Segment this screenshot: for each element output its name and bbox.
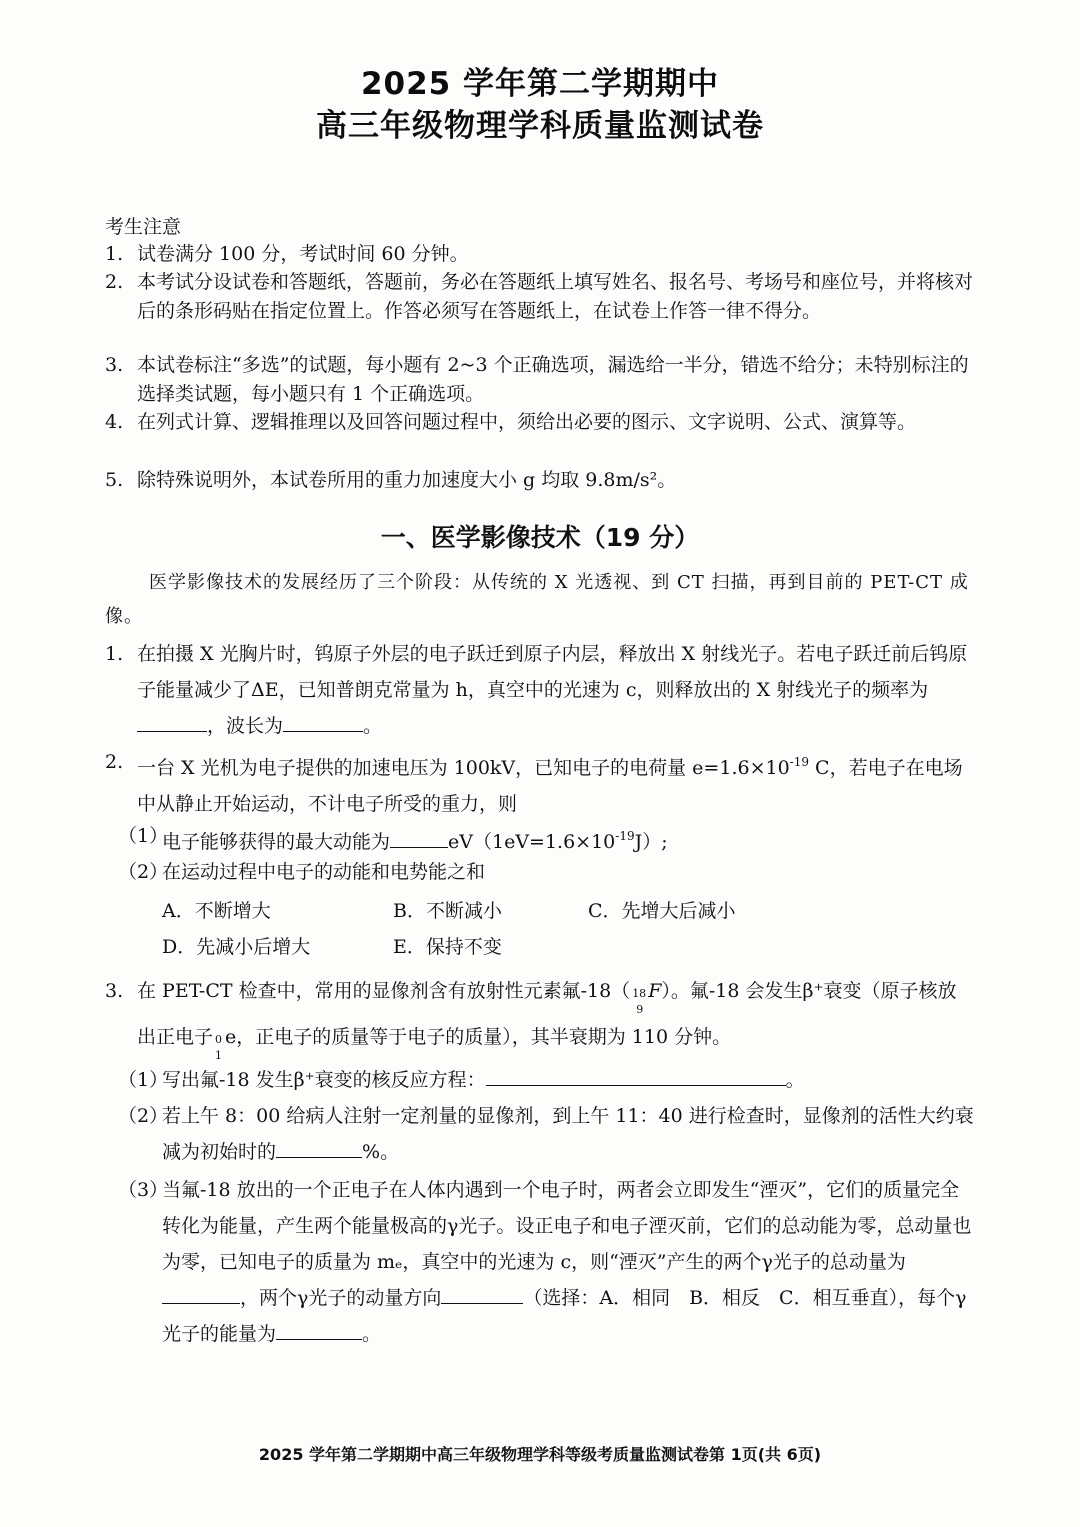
option-c[interactable]: C．先增大后减小 [588, 900, 736, 922]
question-number: 3. [105, 980, 124, 1002]
question-text-part: （选择：A．相同 B．相反 C．相互垂直），每个γ光子的能量为 [162, 1287, 967, 1345]
question-text-part: %。 [362, 1141, 400, 1163]
question-3-sub-1 [118, 1062, 978, 1098]
sub-question-number: （2） [118, 1105, 169, 1127]
question-text-part: ，波长为 [207, 715, 284, 737]
mass-number: 18 [632, 987, 647, 1000]
element-symbol: F [648, 980, 662, 1002]
notice-item-number: 3. [105, 354, 124, 376]
notice-item-number: 4. [105, 411, 124, 433]
question-text-part: 。 [363, 715, 383, 737]
notice-item-text: 本考试分设试卷和答题纸，答题前，务必在答题纸上填写姓名、报名号、考场号和座位号，并将核对后的条形码贴在指定位置上。作答必须写在答题纸上，在试卷上作答一律不得分。 [137, 271, 974, 322]
question-text [137, 636, 975, 744]
question-3 [105, 968, 975, 1060]
notice-item-3 [105, 351, 975, 409]
particle-symbol: e [225, 1026, 237, 1048]
option-d[interactable]: D．先减小后增大 [162, 936, 311, 958]
sub-question-text [162, 1098, 978, 1170]
question-text-part: 在 PET-CT 检查中，常用的显像剂含有放射性元素氟-18（ [137, 980, 631, 1002]
notice-item-text: 试卷满分 100 分，考试时间 60 分钟。 [137, 243, 469, 265]
question-text-part: ）。氟-18 会发生β⁺衰变（原子核放出正电子 [137, 980, 957, 1048]
question-text-part: 。 [785, 1069, 805, 1091]
answer-blank-nuclear-equation[interactable] [486, 1067, 786, 1086]
notice-item-number: 2. [105, 271, 124, 293]
option-e[interactable]: E．保持不变 [393, 936, 502, 958]
question-number: 2. [105, 751, 124, 773]
answer-blank-frequency[interactable] [137, 713, 207, 732]
question-text-part: ，正电子的质量等于电子的质量），其半衰期为 110 分钟。 [236, 1026, 732, 1048]
question-text-part: eV（1eV=1.6×10 [448, 831, 616, 853]
sub-question-number: （2） [118, 861, 169, 883]
sub-question-number: （1） [118, 1069, 169, 1091]
notice-item-text: 除特殊说明外，本试卷所用的重力加速度大小 g 均取 9.8m/s²。 [137, 469, 677, 491]
notice-item-text: 在列式计算、逻辑推理以及回答问题过程中，须给出必要的图示、文字说明、公式、演算等。 [137, 411, 917, 433]
question-text-part: 若上午 8：00 给病人注射一定剂量的显像剂，到上午 11：40 进行检查时，显像剂的活性大约衰减为初始时的 [162, 1105, 974, 1163]
sub-question-number: （3） [118, 1179, 169, 1201]
positron-symbol [213, 1025, 225, 1062]
question-text-part: J）; [634, 831, 668, 853]
question-text-part: 一台 X 光机为电子提供的加速电压为 100kV，已知电子的电荷量 e=1.6×10 [137, 757, 790, 779]
question-number: 1. [105, 643, 124, 665]
exam-title-line1: 2025 学年第二学期期中 [360, 66, 720, 102]
notice-item-1 [105, 240, 975, 269]
question-text-part: C，若电子在电场中从静止开始运动，不计电子所受的重力，则 [137, 757, 963, 815]
notice-item-4 [105, 408, 975, 437]
section-intro: 医学影像技术的发展经历了三个阶段：从传统的 X 光透视、到 CT 扫描，再到目前的 PET-CT 成像。 [105, 572, 969, 627]
question-3-sub-2 [118, 1098, 978, 1170]
answer-blank-wavelength[interactable] [283, 713, 363, 732]
atomic-number: 9 [636, 1003, 644, 1016]
answer-blank-kinetic-energy[interactable] [390, 829, 448, 848]
exponent: -19 [615, 829, 635, 843]
isotope-f18 [630, 979, 648, 1016]
mass-number: 0 [215, 1033, 223, 1046]
charge-number: 1 [215, 1049, 223, 1062]
notice-item-5 [105, 466, 975, 495]
question-text-part: 电子能够获得的最大动能为 [162, 831, 391, 853]
answer-blank-momentum-direction[interactable] [441, 1285, 523, 1304]
notice-heading: 考生注意 [105, 216, 182, 238]
notice-item-text: 本试卷标注“多选”的试题，每小题有 2~3 个正确选项，漏选给一半分，错选不给分；未特别标注的选择类试题，每小题只有 1 个正确选项。 [137, 354, 969, 405]
question-2 [105, 744, 975, 822]
question-2-sub-2 [118, 854, 978, 890]
sub-question-text: 在运动过程中电子的动能和电势能之和 [162, 861, 486, 883]
exponent: -19 [789, 755, 809, 769]
page-footer: 2025 学年第二学期期中高三年级物理学科等级考质量监测试卷第 1页(共 6页) [258, 1445, 822, 1464]
answer-blank-total-momentum[interactable] [162, 1285, 240, 1304]
option-b[interactable]: B．不断减小 [393, 900, 502, 922]
section-title: 一、医学影像技术（19 分） [380, 523, 700, 552]
exam-title-line2: 高三年级物理学科质量监测试卷 [316, 108, 764, 144]
notice-item-number: 5. [105, 469, 124, 491]
sub-question-text [162, 1172, 978, 1352]
question-text-part: ，两个γ光子的动量方向 [240, 1287, 442, 1309]
question-text-part: 写出氟-18 发生β⁺衰变的核反应方程： [162, 1069, 486, 1091]
question-1 [105, 636, 975, 744]
question-text [137, 968, 975, 1060]
answer-blank-photon-energy[interactable] [276, 1321, 362, 1340]
question-3-sub-3 [118, 1172, 978, 1352]
sub-question-number: （1） [118, 825, 169, 847]
notice-item-2 [105, 268, 975, 326]
answer-blank-activity-percent[interactable] [276, 1139, 362, 1158]
question-text [137, 744, 975, 822]
sub-question-text [162, 1062, 978, 1098]
notice-item-number: 1. [105, 243, 124, 265]
question-text-part: 。 [362, 1323, 382, 1345]
question-text-part: 当氟-18 放出的一个正电子在人体内遇到一个电子时，两者会立即发生“湮灭”，它们的质量完全转化为能量，产生两个能量极高的γ光子。设正电子和电子湮灭前，它们的总动能为零，总动量也为零，已知电子的质量为 mₑ，真空中的光速为 c，则“湮灭”产生的两个γ光子的总动量为 [162, 1179, 972, 1273]
question-text-part: 在拍摄 X 光胸片时，钨原子外层的电子跃迁到原子内层，释放出 X 射线光子。若电子跃迁前后钨原子能量减少了ΔE，已知普朗克常量为 h，真空中的光速为 c，则释放出的 X 射线光子的频率为 [137, 643, 968, 701]
option-a[interactable]: A．不断增大 [162, 900, 271, 922]
